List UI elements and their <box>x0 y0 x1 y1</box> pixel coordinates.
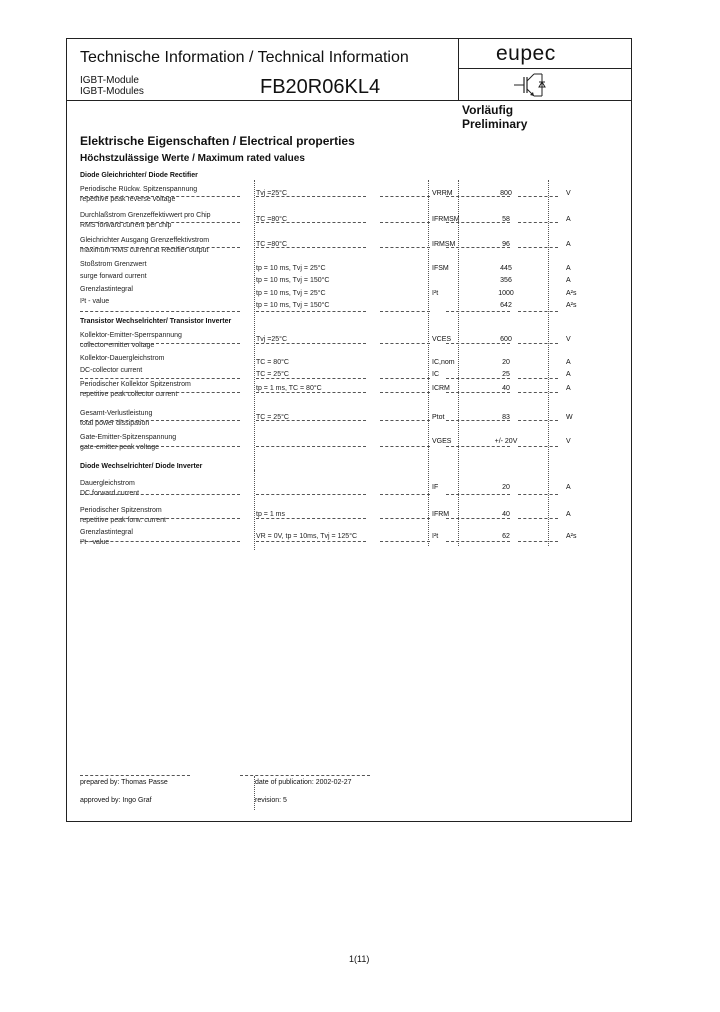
param-name-en: gate-emitter peak voltage <box>80 444 159 451</box>
part-number: FB20R06KL4 <box>260 76 381 98</box>
row-separator <box>518 420 558 421</box>
rated-value: 800 <box>500 190 512 197</box>
signature-line <box>240 775 370 776</box>
row-separator <box>80 343 240 344</box>
param-name-de: Periodische Rückw. Spitzenspannung <box>80 186 198 193</box>
unit: A²s <box>566 290 577 297</box>
row-separator <box>80 392 240 393</box>
symbol: IC <box>432 371 439 378</box>
row-separator <box>446 222 510 223</box>
revision: revision: 5 <box>255 797 287 804</box>
row-separator <box>518 494 558 495</box>
footer-divider <box>254 776 255 810</box>
logo-divider <box>458 68 632 69</box>
row-separator <box>80 420 240 421</box>
rated-value: 600 <box>500 336 512 343</box>
product-type-en: IGBT-Modules <box>80 86 144 97</box>
test-condition: Tvj =25°C <box>256 190 288 197</box>
param-name-en: RMS forward current per chip <box>80 222 172 229</box>
test-condition: tp = 10 ms, Tvj = 25°C <box>256 265 326 272</box>
unit: A²s <box>566 533 577 540</box>
row-separator <box>446 392 510 393</box>
approved-by: approved by: Ingo Graf <box>80 797 152 804</box>
row-separator <box>80 518 240 519</box>
param-name-en: maximum RMS current at Rectifier output <box>80 247 209 254</box>
publication-date: date of publication: 2002-02-27 <box>255 779 352 786</box>
row-separator <box>80 378 240 379</box>
param-name-en: I²t - value <box>80 539 110 546</box>
page-number: 1(11) <box>349 954 370 964</box>
rated-value: 445 <box>500 265 512 272</box>
row-separator <box>446 311 510 312</box>
unit: A²s <box>566 302 577 309</box>
test-condition: Tvj =25°C <box>256 336 288 343</box>
row-separator <box>256 311 366 312</box>
test-condition: TC =80°C <box>256 241 288 248</box>
rated-value: 1000 <box>498 290 514 297</box>
test-condition: TC = 25°C <box>256 414 289 421</box>
igbt-symbol-icon <box>514 72 548 98</box>
heading-electrical: Elektrische Eigenschaften / Electrical properties <box>80 134 355 148</box>
param-name-de: Periodischer Spitzenstrom <box>80 507 162 514</box>
rated-value: 20 <box>502 484 510 491</box>
unit: A <box>566 216 571 223</box>
row-separator <box>446 196 510 197</box>
param-name-de: Kollektor-Dauergleichstrom <box>80 355 165 362</box>
rated-value: 40 <box>502 511 510 518</box>
row-separator <box>80 222 240 223</box>
column-divider <box>548 180 549 546</box>
row-separator <box>518 378 558 379</box>
unit: A <box>566 265 571 272</box>
row-separator <box>518 518 558 519</box>
param-name-de: Durchlaßstrom Grenzeffektivwert pro Chip <box>80 212 211 219</box>
row-separator <box>80 196 240 197</box>
symbol: IRMSM <box>432 241 456 248</box>
unit: A <box>566 359 571 366</box>
rated-value: 58 <box>502 216 510 223</box>
preliminary-en: Preliminary <box>462 117 528 131</box>
test-condition: tp = 10 ms, Tvj = 25°C <box>256 290 326 297</box>
row-separator <box>518 446 558 447</box>
row-separator <box>256 343 366 344</box>
preliminary-de: Vorläufig <box>462 103 514 117</box>
param-name-de: Grenzlastintegral <box>80 529 133 536</box>
param-name-en: total power dissipation <box>80 420 150 427</box>
row-separator <box>80 446 240 447</box>
symbol: IFRM <box>432 511 450 518</box>
rated-value: 25 <box>502 371 510 378</box>
rated-value: +/- 20V <box>494 438 518 445</box>
row-separator <box>446 247 510 248</box>
row-separator <box>446 446 510 447</box>
symbol: I²t <box>432 533 439 540</box>
row-separator <box>380 378 430 379</box>
param-name-de: I²t - value <box>80 298 110 305</box>
symbol: IFSM <box>432 265 449 272</box>
unit: A <box>566 241 571 248</box>
row-separator <box>380 541 430 542</box>
preliminary-label <box>462 103 527 131</box>
rated-value: 62 <box>502 533 510 540</box>
row-separator <box>518 222 558 223</box>
row-separator <box>380 446 430 447</box>
unit: A <box>566 371 571 378</box>
row-separator <box>380 518 430 519</box>
param-name-de: DC-collector current <box>80 367 143 374</box>
test-condition: tp = 1 ms, TC = 80°C <box>256 385 322 392</box>
row-separator <box>380 222 430 223</box>
header-vertical-divider <box>458 38 459 100</box>
column-divider <box>254 470 255 550</box>
param-name-de: Dauergleichstrom <box>80 480 135 487</box>
test-condition: tp = 10 ms, Tvj = 150°C <box>256 302 330 309</box>
symbol: ICRM <box>432 385 450 392</box>
row-separator <box>380 494 430 495</box>
row-separator <box>256 420 366 421</box>
unit: V <box>566 190 571 197</box>
test-condition: tp = 1 ms <box>256 511 285 518</box>
row-separator <box>256 494 366 495</box>
row-separator <box>380 247 430 248</box>
unit: A <box>566 277 571 284</box>
row-separator <box>80 247 240 248</box>
unit: A <box>566 484 571 491</box>
header-divider <box>66 100 632 101</box>
rated-value: 96 <box>502 241 510 248</box>
heading-maximum: Höchstzulässige Werte / Maximum rated values <box>80 153 305 164</box>
row-separator <box>518 196 558 197</box>
param-name-de: Periodischer Kollektor Spitzenstrom <box>80 381 191 388</box>
row-separator <box>256 196 366 197</box>
section-rectifier: Diode Gleichrichter/ Diode Rectifier <box>80 172 198 179</box>
row-separator <box>80 541 240 542</box>
row-separator <box>256 378 366 379</box>
test-condition: TC =80°C <box>256 216 288 223</box>
symbol: Ptot <box>432 414 445 421</box>
param-name-de: Stoßstrom Grenzwert <box>80 261 147 268</box>
symbol: I²t <box>432 290 439 297</box>
row-separator <box>80 494 240 495</box>
param-name-de: surge forward current <box>80 273 147 280</box>
row-separator <box>256 247 366 248</box>
column-divider <box>458 180 459 546</box>
param-name-en: DC forward current <box>80 490 140 497</box>
unit: V <box>566 438 571 445</box>
param-name-en: repetitive peak collector current <box>80 391 178 398</box>
unit: A <box>566 511 571 518</box>
row-separator <box>446 420 510 421</box>
param-name-de: Gleichrichter Ausgang Grenzeffektivstrom <box>80 237 210 244</box>
param-name-de: Gate-Emitter-Spitzenspannung <box>80 434 177 441</box>
product-type-de: IGBT-Module <box>80 75 139 86</box>
company-logo: eupec <box>496 42 556 65</box>
row-separator <box>518 311 558 312</box>
row-separator <box>380 392 430 393</box>
row-separator <box>446 518 510 519</box>
row-separator <box>380 196 430 197</box>
symbol: IC,nom <box>432 359 455 366</box>
symbol: IFRMSM <box>432 216 460 223</box>
row-separator <box>446 541 510 542</box>
symbol: VCES <box>432 336 452 343</box>
param-name-en: repetitive peak forw. current <box>80 517 166 524</box>
row-separator <box>256 518 366 519</box>
row-separator <box>380 343 430 344</box>
param-name-en: repetitive peak reverse voltage <box>80 196 176 203</box>
param-name-de: Grenzlastintegral <box>80 286 133 293</box>
symbol: IF <box>432 484 439 491</box>
row-separator <box>518 392 558 393</box>
document-title: Technische Information / Technical Information <box>80 49 409 66</box>
row-separator <box>256 222 366 223</box>
rated-value: 20 <box>502 359 510 366</box>
unit: W <box>566 414 573 421</box>
row-separator <box>80 311 240 312</box>
rated-value: 356 <box>500 277 512 284</box>
param-name-de: Gesamt-Verlustleistung <box>80 410 153 417</box>
row-separator <box>380 311 430 312</box>
param-name-en: collector-emitter voltage <box>80 342 155 349</box>
unit: V <box>566 336 571 343</box>
signature-line <box>80 775 190 776</box>
unit: A <box>566 385 571 392</box>
row-separator <box>518 343 558 344</box>
column-divider <box>428 180 429 546</box>
row-separator <box>518 541 558 542</box>
test-condition: tp = 10 ms, Tvj = 150°C <box>256 277 330 284</box>
rated-value: 642 <box>500 302 512 309</box>
row-separator <box>518 247 558 248</box>
section-inverter: Diode Wechselrichter/ Diode Inverter <box>80 463 203 470</box>
test-condition: TC = 25°C <box>256 371 289 378</box>
row-separator <box>256 446 366 447</box>
prepared-by: prepared by: Thomas Passe <box>80 779 168 786</box>
param-name-de: Kollektor-Emitter-Sperrspannung <box>80 332 182 339</box>
row-separator <box>380 420 430 421</box>
row-separator <box>446 494 510 495</box>
symbol: VGES <box>432 438 452 445</box>
row-separator <box>256 541 366 542</box>
section-transistor: Transistor Wechselrichter/ Transistor Inverter <box>80 318 232 325</box>
test-condition: TC = 80°C <box>256 359 289 366</box>
row-separator <box>446 343 510 344</box>
rated-value: 83 <box>502 414 510 421</box>
rated-value: 40 <box>502 385 510 392</box>
test-condition: VR = 0V, tp = 10ms, Tvj = 125°C <box>256 533 358 540</box>
row-separator <box>446 378 510 379</box>
row-separator <box>256 392 366 393</box>
symbol: VRRM <box>432 190 453 197</box>
